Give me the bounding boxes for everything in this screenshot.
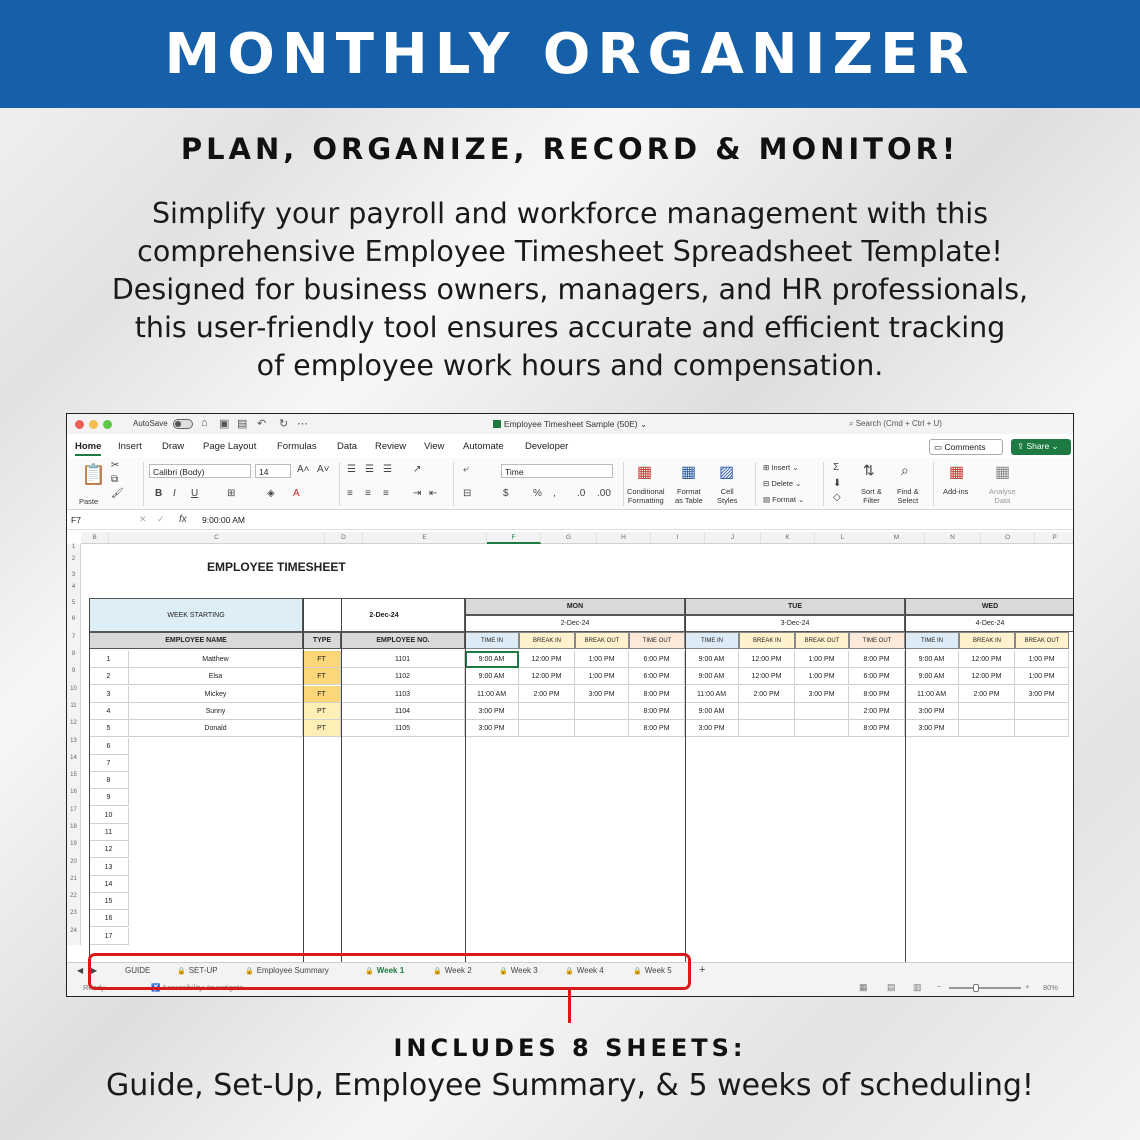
merge-icon[interactable]: ⊟ — [463, 488, 472, 499]
divider — [823, 462, 824, 506]
sort-filter-icon[interactable]: ⇅ — [863, 462, 875, 478]
day-header: MON — [465, 598, 685, 615]
row-index: 6 — [89, 738, 129, 755]
find-select-icon[interactable]: ⌕ — [901, 462, 909, 478]
tab-label: GUIDE — [125, 966, 151, 975]
redo-icon[interactable]: ↻ — [279, 418, 289, 430]
percent-icon[interactable]: % — [533, 488, 542, 499]
name-box[interactable]: F7 — [71, 515, 81, 525]
lock-icon: 🔒 — [245, 968, 254, 975]
time-cell[interactable]: 3:00 PM — [575, 686, 629, 703]
description-line: Simplify your payroll and workforce management with this — [151, 197, 989, 230]
row-header[interactable]: 9 — [67, 668, 81, 686]
lock-icon: 🔒 — [433, 968, 442, 975]
analyse-data-label: Analyse Data — [989, 487, 1016, 505]
time-cell[interactable]: 3:00 PM — [465, 703, 519, 720]
row-header[interactable]: 2 — [67, 556, 81, 572]
row-header[interactable]: 10 — [67, 686, 81, 703]
row-index: 5 — [89, 720, 129, 737]
tab-data[interactable]: Data — [337, 441, 358, 452]
divider — [453, 462, 454, 506]
lock-icon: 🔒 — [565, 968, 574, 975]
employee-name[interactable]: Matthew — [129, 651, 303, 668]
employee-type[interactable]: FT — [303, 668, 341, 685]
day-header: WED — [905, 598, 1073, 615]
page-break-view-icon[interactable]: ▥ — [913, 982, 922, 992]
time-cell[interactable]: 12:00 PM — [739, 668, 795, 685]
share-icon: ⇪ — [1017, 441, 1025, 451]
sub-header: BREAK IN — [739, 632, 795, 649]
tab-label: Week 4 — [576, 966, 604, 975]
row-index: 7 — [89, 755, 129, 772]
divider — [143, 462, 144, 506]
borders-icon[interactable]: ⊞ — [227, 488, 236, 499]
column-header[interactable]: B — [81, 532, 109, 544]
format-as-table-icon[interactable]: ▦ — [681, 464, 697, 481]
employee-type[interactable]: FT — [303, 651, 341, 668]
tab-label: Employee Summary — [256, 966, 329, 975]
enter-icon[interactable]: ✓ — [157, 514, 165, 524]
employee-type[interactable]: PT — [303, 720, 341, 737]
lock-icon: 🔒 — [499, 968, 508, 975]
currency-icon[interactable]: $ — [503, 488, 509, 499]
share-label: Share — [1026, 441, 1050, 451]
time-cell[interactable] — [1015, 703, 1069, 720]
time-cell[interactable]: 8:00 PM — [629, 703, 685, 720]
tab-home[interactable]: Home — [75, 441, 101, 456]
sheet-tabs-highlight — [88, 953, 691, 990]
row-header[interactable]: 16 — [67, 789, 81, 807]
employee-no[interactable]: 1101 — [341, 651, 465, 668]
row-header[interactable]: 4 — [67, 584, 81, 600]
cancel-icon[interactable]: ✕ — [139, 514, 147, 524]
time-cell[interactable]: 9:00 AM — [465, 668, 519, 685]
zoom-in-icon[interactable]: + — [1025, 982, 1030, 991]
column-divider — [341, 598, 342, 962]
row-header[interactable]: 23 — [67, 910, 81, 928]
highlight-connector — [568, 989, 571, 1023]
column-divider — [685, 598, 686, 962]
tab-page-layout[interactable]: Page Layout — [203, 441, 257, 452]
sub-header: BREAK IN — [519, 632, 575, 649]
time-cell[interactable]: 6:00 PM — [849, 668, 905, 685]
employee-name[interactable]: Mickey — [129, 686, 303, 703]
time-cell[interactable]: 3:00 PM — [685, 720, 739, 737]
column-header[interactable]: K — [761, 532, 815, 544]
time-cell[interactable] — [575, 703, 629, 720]
autosave-label: AutoSave — [133, 419, 168, 428]
time-cell[interactable]: 3:00 PM — [795, 686, 849, 703]
format-painter-icon[interactable]: 🖌 — [111, 488, 124, 499]
status-ready: Ready — [83, 983, 105, 992]
sub-header: BREAK OUT — [1015, 632, 1069, 649]
time-cell[interactable]: 3:00 PM — [905, 703, 959, 720]
employee-type[interactable]: PT — [303, 703, 341, 720]
tab-review[interactable]: Review — [375, 441, 407, 452]
column-type: TYPE — [303, 632, 341, 649]
time-cell[interactable]: 12:00 PM — [959, 668, 1015, 685]
time-cell[interactable]: 6:00 PM — [629, 651, 685, 668]
insert-cells-label: Insert — [771, 463, 791, 472]
description-line: this user-friendly tool ensures accurate and efficient tracking — [134, 311, 1006, 344]
row-header[interactable]: 19 — [67, 841, 81, 859]
paste-icon[interactable]: 📋 — [81, 464, 106, 486]
paste-label: Paste — [79, 497, 99, 506]
fill-color-icon[interactable]: ◈ — [267, 488, 275, 499]
page-layout-view-icon[interactable]: ▤ — [887, 982, 896, 992]
time-cell[interactable]: 1:00 PM — [1015, 668, 1069, 685]
align-right-icon[interactable]: ≡ — [383, 488, 389, 499]
outdent-icon[interactable]: ⇤ — [429, 488, 438, 499]
time-cell[interactable] — [519, 720, 575, 737]
row-index: 4 — [89, 703, 129, 720]
row-header[interactable]: 11 — [67, 703, 81, 720]
font-color-icon[interactable]: A — [293, 488, 300, 499]
time-cell[interactable]: 8:00 PM — [849, 651, 905, 668]
comma-icon[interactable]: , — [553, 488, 556, 499]
day-date: 2-Dec-24 — [465, 615, 685, 632]
row-index: 16 — [89, 910, 129, 927]
decrease-decimal-icon[interactable]: .00 — [597, 488, 611, 499]
align-middle-icon[interactable]: ☰ — [365, 464, 374, 475]
row-index: 8 — [89, 772, 129, 789]
time-cell[interactable] — [1015, 720, 1069, 737]
font-select[interactable]: Calibri (Body) — [149, 464, 251, 478]
time-cell[interactable]: 12:00 PM — [519, 651, 575, 668]
search-icon: ⌕ — [849, 419, 854, 428]
row-header[interactable]: 8 — [67, 651, 81, 668]
time-cell[interactable]: 3:00 PM — [465, 720, 519, 737]
tagline: PLAN, ORGANIZE, RECORD & MONITOR! — [180, 132, 960, 166]
time-cell[interactable]: 3:00 PM — [905, 720, 959, 737]
format-cells-label: Format — [772, 495, 796, 504]
ribbon-tabs — [67, 436, 1073, 458]
row-header[interactable]: 6 — [67, 616, 81, 634]
footer-text: Guide, Set-Up, Employee Summary, & 5 weeks of scheduling! — [106, 1068, 1034, 1103]
wrap-text-icon[interactable]: ⤶ — [463, 464, 469, 475]
format-as-table-label: Format as Table — [675, 487, 703, 505]
row-header[interactable]: 5 — [67, 600, 81, 616]
time-cell[interactable]: 1:00 PM — [575, 651, 629, 668]
column-header[interactable]: M — [869, 532, 925, 544]
tab-draw[interactable]: Draw — [162, 441, 185, 452]
time-cell[interactable]: 1:00 PM — [795, 668, 849, 685]
time-cell[interactable]: 12:00 PM — [519, 668, 575, 685]
row-index: 11 — [89, 824, 129, 841]
function-icon[interactable]: fx — [179, 514, 187, 525]
sub-header: TIME IN — [685, 632, 739, 649]
row-index: 1 — [89, 651, 129, 668]
tab-formulas[interactable]: Formulas — [277, 441, 317, 452]
week-starting-label: WEEK STARTING — [89, 598, 303, 632]
time-cell[interactable]: 11:00 AM — [465, 686, 519, 703]
print-icon[interactable]: ▤ — [237, 418, 248, 430]
time-cell[interactable]: 9:00 AM — [905, 651, 959, 668]
column-employee-no: EMPLOYEE NO. — [341, 632, 465, 649]
time-cell[interactable] — [795, 720, 849, 737]
zoom-slider[interactable] — [949, 987, 1021, 989]
column-header[interactable]: P — [1035, 532, 1073, 544]
column-divider — [89, 598, 90, 962]
format-cells-button[interactable]: ▤ Format ⌄ — [763, 495, 805, 504]
increase-font-icon[interactable]: A˄ — [297, 464, 310, 475]
column-divider — [465, 598, 466, 962]
time-cell[interactable]: 8:00 PM — [629, 686, 685, 703]
row-header[interactable]: 13 — [67, 738, 81, 755]
tab-label: Week 2 — [444, 966, 472, 975]
column-header[interactable]: H — [597, 532, 651, 544]
time-cell[interactable] — [575, 720, 629, 737]
row-header[interactable]: 24 — [67, 928, 81, 945]
time-cell[interactable]: 9:00 AM — [905, 668, 959, 685]
excel-icon — [493, 420, 501, 428]
row-index: 14 — [89, 876, 129, 893]
align-top-icon[interactable]: ☰ — [347, 464, 356, 475]
time-cell[interactable]: 9:00 AM — [465, 651, 519, 668]
employee-name[interactable]: Donald — [129, 720, 303, 737]
time-cell[interactable]: 1:00 PM — [795, 651, 849, 668]
italic-icon[interactable]: I — [173, 488, 176, 499]
time-cell[interactable]: 2:00 PM — [849, 703, 905, 720]
row-index: 10 — [89, 807, 129, 824]
column-header[interactable]: G — [541, 532, 597, 544]
find-select-label: Find & Select — [897, 487, 919, 505]
column-header[interactable]: F — [487, 532, 541, 544]
time-cell[interactable]: 8:00 PM — [849, 720, 905, 737]
title-bar: AutoSave ⌂ ▣ ▤ ↶ ↻ ⋯ Employee Timesheet Sample (50E) ⌄ ⌕ Search (Cmd + Ctrl + U) — [67, 414, 1073, 434]
tab-label: Week 3 — [510, 966, 538, 975]
time-cell[interactable]: 2:00 PM — [519, 686, 575, 703]
description-line: comprehensive Employee Timesheet Spreadsheet Template! — [137, 235, 1003, 268]
row-index: 15 — [89, 893, 129, 910]
conditional-formatting-icon[interactable]: ▦ — [637, 464, 653, 481]
time-cell[interactable]: 2:00 PM — [959, 686, 1015, 703]
comment-icon: ▭ — [934, 442, 943, 452]
ribbon — [67, 458, 1073, 510]
search-box[interactable] — [845, 417, 1055, 431]
decrease-font-icon[interactable]: A˅ — [317, 464, 330, 475]
tab-insert[interactable]: Insert — [118, 441, 142, 452]
time-cell[interactable] — [959, 703, 1015, 720]
cell-styles-icon[interactable]: ▨ — [719, 464, 735, 481]
add-sheet-button[interactable]: + — [699, 964, 706, 976]
column-header[interactable]: O — [981, 532, 1035, 544]
tab-automate[interactable]: Automate — [463, 441, 504, 452]
sub-header: BREAK OUT — [795, 632, 849, 649]
time-cell[interactable] — [795, 703, 849, 720]
banner-title: MONTHLY ORGANIZER — [164, 21, 976, 87]
time-cell[interactable] — [739, 703, 795, 720]
save-icon[interactable]: ▣ — [219, 418, 230, 430]
day-header: TUE — [685, 598, 905, 615]
orientation-icon[interactable]: ↗ — [413, 464, 422, 475]
time-cell[interactable]: 1:00 PM — [575, 668, 629, 685]
sub-header: TIME IN — [905, 632, 959, 649]
time-cell[interactable]: 9:00 AM — [685, 651, 739, 668]
add-ins-label: Add-ins — [943, 487, 969, 496]
number-format-select[interactable]: Time — [501, 464, 613, 478]
sub-header: BREAK OUT — [575, 632, 629, 649]
row-header[interactable]: 1 — [67, 544, 81, 556]
row-header[interactable]: 21 — [67, 876, 81, 893]
lock-icon: 🔒 — [365, 968, 374, 975]
copy-icon[interactable]: ⧉ — [111, 474, 119, 485]
comments-button[interactable] — [929, 439, 1003, 455]
row-index: 17 — [89, 928, 129, 945]
divider — [339, 462, 340, 506]
time-cell[interactable]: 1:00 PM — [1015, 651, 1069, 668]
footer-heading: INCLUDES 8 SHEETS: — [393, 1034, 747, 1062]
sub-header: BREAK IN — [959, 632, 1015, 649]
column-header[interactable]: C — [109, 532, 325, 544]
scroll-tabs-right-icon[interactable]: ▶ — [91, 966, 98, 975]
row-header[interactable]: 3 — [67, 572, 81, 584]
time-cell[interactable] — [739, 720, 795, 737]
divider — [623, 462, 624, 506]
row-header[interactable]: 22 — [67, 893, 81, 910]
time-cell[interactable]: 12:00 PM — [959, 651, 1015, 668]
insert-cells-button[interactable]: ⊞ Insert ⌄ — [763, 463, 799, 472]
lock-icon: 🔒 — [633, 968, 642, 975]
row-header[interactable]: 7 — [67, 634, 81, 651]
time-cell[interactable]: 9:00 AM — [685, 668, 739, 685]
comments-label: Comments — [944, 442, 986, 452]
document-title: Employee Timesheet Sample (50E) — [503, 419, 638, 429]
column-header[interactable]: N — [925, 532, 981, 544]
time-cell[interactable]: 11:00 AM — [905, 686, 959, 703]
tab-label: SET-UP — [188, 966, 218, 975]
more-icon[interactable]: ⋯ — [297, 418, 308, 430]
formula-input[interactable]: 9:00:00 AM — [202, 515, 246, 525]
sub-header: TIME OUT — [629, 632, 685, 649]
banner — [0, 0, 1140, 108]
time-cell[interactable]: 3:00 PM — [1015, 686, 1069, 703]
align-bottom-icon[interactable]: ☰ — [383, 464, 392, 475]
description-line: of employee work hours and compensation. — [256, 349, 884, 382]
bold-icon[interactable]: B — [155, 488, 163, 499]
search-placeholder: Search (Cmd + Ctrl + U) — [855, 419, 942, 428]
row-index: 13 — [89, 859, 129, 876]
column-employee-name: EMPLOYEE NAME — [89, 632, 303, 649]
time-cell[interactable]: 8:00 PM — [849, 686, 905, 703]
column-divider — [905, 598, 906, 962]
day-date: 3-Dec-24 — [685, 615, 905, 632]
tab-developer[interactable]: Developer — [525, 441, 569, 452]
row-index: 2 — [89, 668, 129, 685]
row-index: 9 — [89, 789, 129, 806]
autosum-icon[interactable]: Σ — [833, 462, 840, 473]
clear-icon[interactable]: ◇ — [833, 492, 841, 503]
home-icon[interactable]: ⌂ — [201, 417, 208, 429]
time-cell[interactable]: 11:00 AM — [685, 686, 739, 703]
employee-no[interactable]: 1105 — [341, 720, 465, 737]
row-header[interactable]: 12 — [67, 720, 81, 738]
column-divider — [303, 598, 304, 962]
sub-header: TIME OUT — [849, 632, 905, 649]
employee-name[interactable]: Elsa — [129, 668, 303, 685]
zoom-slider-handle[interactable] — [973, 984, 979, 992]
sheet-title: EMPLOYEE TIMESHEET — [207, 560, 346, 574]
row-header[interactable]: 14 — [67, 755, 81, 772]
excel-window — [66, 413, 1074, 997]
zoom-level[interactable]: 80% — [1043, 983, 1059, 992]
column-header[interactable]: E — [363, 532, 487, 544]
tab-view[interactable]: View — [424, 441, 445, 452]
align-center-icon[interactable]: ≡ — [365, 488, 371, 499]
align-left-icon[interactable]: ≡ — [347, 488, 353, 499]
row-header[interactable]: 15 — [67, 772, 81, 789]
row-header[interactable]: 20 — [67, 859, 81, 876]
time-cell[interactable] — [959, 720, 1015, 737]
employee-no[interactable]: 1102 — [341, 668, 465, 685]
row-header[interactable]: 17 — [67, 807, 81, 824]
normal-view-icon[interactable]: ▦ — [859, 982, 868, 992]
add-ins-icon[interactable]: ▦ — [949, 464, 965, 481]
description — [40, 195, 1100, 385]
column-header[interactable]: I — [651, 532, 705, 544]
increase-decimal-icon[interactable]: .0 — [577, 488, 586, 499]
employee-no[interactable]: 1104 — [341, 703, 465, 720]
column-header[interactable]: D — [325, 532, 363, 544]
share-button[interactable]: ⇪ Share ⌄ — [1011, 439, 1071, 455]
column-header[interactable]: L — [815, 532, 871, 544]
week-starting-date: 2-Dec-24 — [303, 598, 465, 632]
font-size-select[interactable]: 14 — [255, 464, 291, 478]
sub-header: TIME IN — [465, 632, 519, 649]
formula-bar — [67, 512, 1073, 530]
undo-icon[interactable]: ↶ — [257, 418, 267, 430]
scroll-tabs-left-icon[interactable]: ◀ — [77, 966, 84, 975]
row-index: 12 — [89, 841, 129, 858]
employee-name[interactable]: Sunny — [129, 703, 303, 720]
underline-icon[interactable]: U — [191, 488, 199, 499]
time-cell[interactable]: 8:00 PM — [629, 720, 685, 737]
tab-label: Week 5 — [644, 966, 672, 975]
time-cell[interactable]: 2:00 PM — [739, 686, 795, 703]
employee-no[interactable]: 1103 — [341, 686, 465, 703]
delete-cells-button[interactable]: ⊟ Delete ⌄ — [763, 479, 802, 488]
row-index: 3 — [89, 686, 129, 703]
cell-styles-label: Cell Styles — [717, 487, 738, 505]
sort-filter-label: Sort & Filter — [861, 487, 882, 505]
analyse-data-icon[interactable]: ▦ — [995, 464, 1011, 481]
employee-type[interactable]: FT — [303, 686, 341, 703]
column-header[interactable]: J — [705, 532, 761, 544]
time-cell[interactable] — [519, 703, 575, 720]
divider — [933, 462, 934, 506]
time-cell[interactable]: 6:00 PM — [629, 668, 685, 685]
lock-icon: 🔒 — [177, 968, 186, 975]
cut-icon[interactable]: ✂ — [111, 460, 120, 471]
time-cell[interactable]: 12:00 PM — [739, 651, 795, 668]
day-date: 4-Dec-24 — [905, 615, 1073, 632]
delete-cells-label: Delete — [771, 479, 794, 488]
indent-icon[interactable]: ⇥ — [413, 488, 422, 499]
accessibility-status[interactable]: ♿ Accessibility: Investigate — [151, 983, 244, 992]
divider — [755, 462, 756, 506]
accessibility-label: Accessibility: Investigate — [162, 983, 244, 992]
zoom-out-icon[interactable]: − — [937, 982, 942, 991]
fill-icon[interactable]: ⬇ — [833, 478, 842, 489]
tab-label: Week 1 — [376, 966, 405, 975]
time-cell[interactable]: 9:00 AM — [685, 703, 739, 720]
row-header[interactable]: 18 — [67, 824, 81, 841]
conditional-formatting-label: Conditional Formatting — [627, 487, 665, 505]
spreadsheet-grid — [67, 532, 1073, 962]
description-line: Designed for business owners, managers, and HR professionals, — [111, 273, 1029, 306]
